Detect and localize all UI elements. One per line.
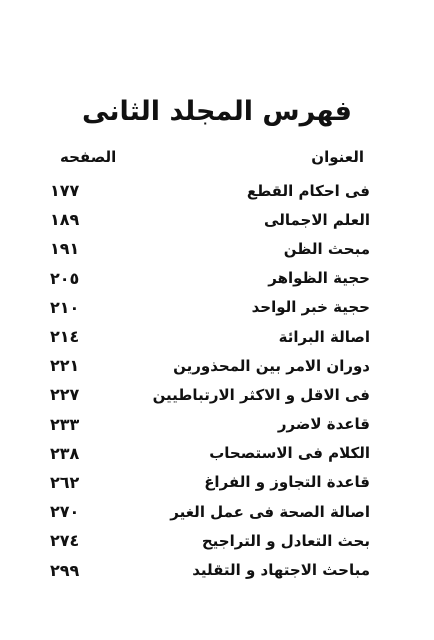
toc-entry-title: فى الاقل و الاكثر الارتباطيين xyxy=(152,385,370,404)
toc-entry-title: حجية الظواهر xyxy=(268,269,370,288)
column-header-page: الصفحه xyxy=(60,148,117,166)
toc-entry xyxy=(50,526,370,555)
toc-entry-page: ٢٣٣ xyxy=(50,414,80,434)
toc-entry xyxy=(50,234,370,263)
toc-entry-title: العلم الاجمالى xyxy=(264,210,370,229)
toc-entry xyxy=(50,322,370,351)
toc-entry-title: فى احكام القطع xyxy=(246,181,370,200)
toc-entry xyxy=(50,293,370,322)
toc-entry-page: ٢٢٧ xyxy=(50,385,80,405)
toc-entry-page: ٢٧٠ xyxy=(50,502,80,522)
toc-entry xyxy=(50,351,370,380)
toc-entry xyxy=(50,497,370,526)
toc-entry-page: ٢٣٨ xyxy=(50,443,80,463)
page-title: فهرس المجلد الثانى xyxy=(82,96,352,127)
toc-entry-page: ٢١٤ xyxy=(50,327,80,347)
toc-entry xyxy=(50,176,370,205)
toc-entry-title: قاعدة التجاوز و الفراغ xyxy=(204,473,370,492)
toc-entry-page: ٢٧٤ xyxy=(50,531,80,551)
toc-entry xyxy=(50,205,370,234)
toc-entry-title: اصالة الصحة فى عمل الغير xyxy=(170,502,370,521)
toc-entry-page: ٢٦٢ xyxy=(50,472,80,492)
toc-entry-page: ٢٠٥ xyxy=(50,268,80,288)
toc-entry xyxy=(50,264,370,293)
column-header-topic: العنوان xyxy=(311,148,364,166)
toc-entry-title: قاعدة لاضرر xyxy=(277,415,370,434)
toc-entry xyxy=(50,439,370,468)
toc-entry xyxy=(50,410,370,439)
toc-entry-title: مبحث الظن xyxy=(283,239,370,258)
toc-entry-page: ٢٢١ xyxy=(50,356,80,376)
toc-entry-title: الكلام فى الاستصحاب xyxy=(209,444,370,463)
toc-entry-title: بحث التعادل و التراجيح xyxy=(201,531,370,550)
toc-entry-page: ١٩١ xyxy=(50,239,80,259)
table-of-contents xyxy=(50,176,370,585)
toc-entry-page: ٢٩٩ xyxy=(50,560,80,580)
toc-entry-page: ١٨٩ xyxy=(50,210,80,230)
toc-entry-page: ٢١٠ xyxy=(50,297,80,317)
toc-entry-title: اصالة البرائة xyxy=(278,327,370,346)
toc-entry xyxy=(50,468,370,497)
toc-entry xyxy=(50,380,370,409)
toc-entry-title: مباحث الاجتهاد و التقليد xyxy=(192,561,370,580)
toc-entry-page: ١٧٧ xyxy=(50,181,80,201)
toc-entry-title: دوران الامر بين المحذورين xyxy=(173,356,370,375)
toc-entry xyxy=(50,555,370,584)
toc-entry-title: حجية خبر الواحد xyxy=(251,298,370,317)
